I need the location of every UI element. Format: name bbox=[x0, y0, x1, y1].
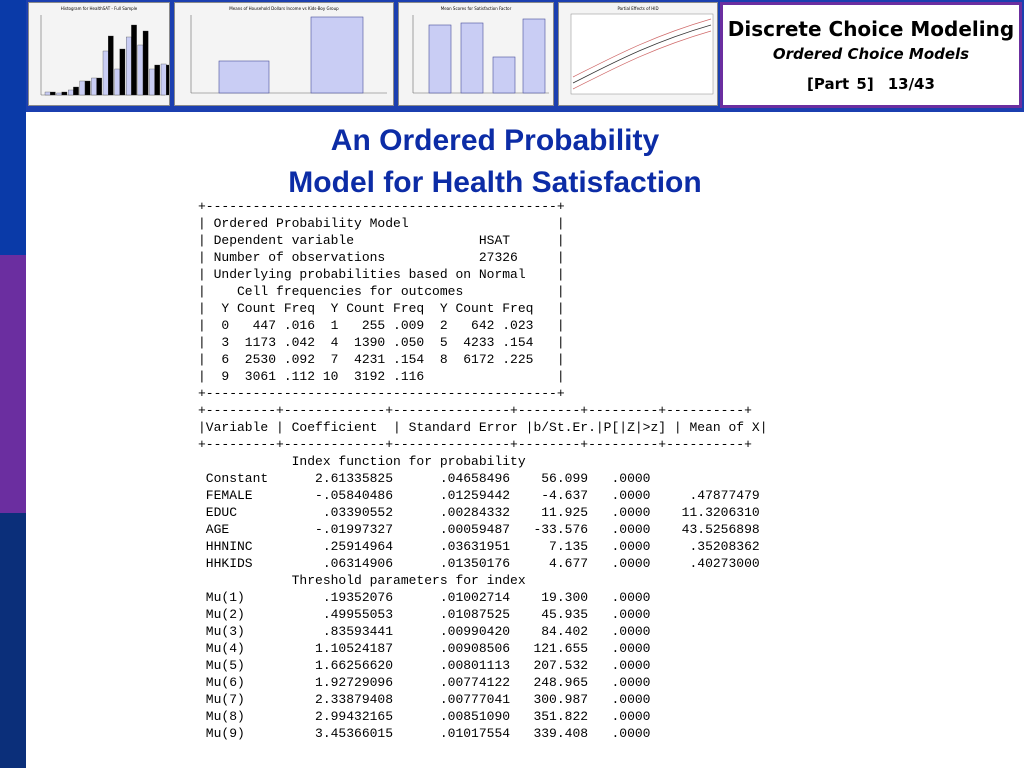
histogram-bar bbox=[120, 49, 125, 95]
histogram-bar bbox=[80, 81, 85, 95]
thumbnail-caption: Histogram for HealthSAT - Full Sample bbox=[60, 6, 138, 11]
thumbnail-histogram-chart bbox=[29, 3, 169, 105]
output-line: +---------+-------------+---------------+--------+---------+----------+ bbox=[198, 437, 752, 452]
histogram-bar bbox=[155, 65, 160, 95]
thumbnail-partial-effects bbox=[558, 2, 718, 106]
output-line: Threshold parameters for index bbox=[198, 573, 526, 588]
histogram-bar bbox=[85, 81, 90, 95]
histogram-bar bbox=[50, 92, 55, 95]
output-line: +---------+-------------+---------------+--------+---------+----------+ bbox=[198, 403, 752, 418]
histogram-bar bbox=[68, 90, 73, 95]
histogram-bar bbox=[131, 25, 136, 95]
thumbnail-caption: Partial Effects of HID bbox=[617, 6, 659, 11]
histogram-bar bbox=[103, 51, 108, 95]
output-line: Mu(8) 2.99432165 .00851090 351.822 .0000 bbox=[198, 709, 651, 724]
output-line: | Ordered Probability Model | bbox=[198, 216, 565, 231]
histogram-bar bbox=[73, 87, 78, 95]
output-line: +---------------------------------------------+ bbox=[198, 199, 565, 214]
header-thumbnails bbox=[28, 2, 718, 108]
left-stripe-blue bbox=[0, 0, 26, 255]
thumbnail-caption: Mean Scores for Satisfaction Factor bbox=[440, 6, 512, 11]
output-line: Mu(3) .83593441 .00990420 84.402 .0000 bbox=[198, 624, 651, 639]
histogram-bar bbox=[143, 31, 148, 95]
output-line: FEMALE -.05840486 .01259442 -4.637 .0000 .47877479 bbox=[198, 488, 760, 503]
thumbnail-income-chart bbox=[175, 3, 393, 105]
histogram-bar bbox=[91, 78, 96, 95]
histogram-bar bbox=[62, 92, 67, 95]
slide-title-line-2: Model for Health Satisfaction bbox=[288, 166, 702, 199]
output-line: | Number of observations 27326 | bbox=[198, 250, 565, 265]
histogram-bar bbox=[166, 65, 169, 95]
output-line: AGE -.01997327 .00059487 -33.576 .0000 43.5256898 bbox=[198, 522, 760, 537]
thumbnail-mean-scores bbox=[398, 2, 554, 106]
thumbnail-caption: Means of Household Dollars Income vs Kids-Boy Group bbox=[229, 6, 339, 11]
slide-title bbox=[200, 120, 790, 204]
output-line: EDUC .03390552 .00284332 11.925 .0000 11.3206310 bbox=[198, 505, 760, 520]
output-line: | 9 3061 .112 10 3192 .116 | bbox=[198, 369, 565, 384]
left-stripe-purple bbox=[0, 255, 26, 513]
output-line: | 0 447 .016 1 255 .009 2 642 .023 | bbox=[198, 318, 565, 333]
histogram-bar bbox=[97, 78, 102, 95]
output-line: Mu(6) 1.92729096 .00774122 248.965 .0000 bbox=[198, 675, 651, 690]
slide-number: 13/43 bbox=[887, 75, 935, 93]
output-line: Constant 2.61335825 .04658496 56.099 .0000 bbox=[198, 471, 651, 486]
output-line: Mu(2) .49955053 .01087525 45.935 .0000 bbox=[198, 607, 651, 622]
output-line: Mu(7) 2.33879408 .00777041 300.987 .0000 bbox=[198, 692, 651, 707]
thumbnail-scores-chart bbox=[399, 3, 553, 105]
histogram-bar bbox=[57, 93, 62, 95]
model-output bbox=[198, 198, 768, 742]
output-line: +---------------------------------------------+ bbox=[198, 386, 565, 401]
histogram-bar bbox=[115, 69, 120, 95]
output-line: | Cell frequencies for outcomes | bbox=[198, 284, 565, 299]
thumbnail-histogram bbox=[28, 2, 170, 106]
output-line: | 3 1173 .042 4 1390 .050 5 4233 .154 | bbox=[198, 335, 565, 350]
histogram-bar bbox=[45, 92, 50, 95]
thumbnail-effects-chart bbox=[559, 3, 717, 105]
histogram-bar bbox=[161, 64, 166, 95]
output-line: | 6 2530 .092 7 4231 .154 8 6172 .225 | bbox=[198, 352, 565, 367]
output-line: | Dependent variable HSAT | bbox=[198, 233, 565, 248]
histogram-bar bbox=[126, 37, 131, 95]
output-line: HHKIDS .06314906 .01350176 4.677 .0000 .40273000 bbox=[198, 556, 760, 571]
output-line: Mu(1) .19352076 .01002714 19.300 .0000 bbox=[198, 590, 651, 605]
thumbnail-income-means bbox=[174, 2, 394, 106]
output-line: |Variable | Coefficient | Standard Error |b/St.Er.|P[|Z|>z] | Mean of X| bbox=[198, 420, 768, 435]
histogram-bar bbox=[108, 36, 113, 95]
slide-header-box bbox=[720, 2, 1022, 108]
histogram-bar bbox=[149, 69, 154, 95]
output-line: | Y Count Freq Y Count Freq Y Count Freq | bbox=[198, 301, 565, 316]
slide-position bbox=[723, 75, 1019, 93]
histogram-bar bbox=[138, 45, 143, 95]
output-line: Index function for probability bbox=[198, 454, 526, 469]
output-line: | Underlying probabilities based on Normal | bbox=[198, 267, 565, 282]
left-stripe-navy bbox=[0, 513, 26, 768]
lecture-subtitle: Ordered Choice Models bbox=[772, 45, 970, 63]
output-line: Mu(5) 1.66256620 .00801113 207.532 .0000 bbox=[198, 658, 651, 673]
output-line: Mu(4) 1.10524187 .00908506 121.655 .0000 bbox=[198, 641, 651, 656]
course-title: Discrete Choice Modeling bbox=[727, 17, 1015, 41]
slide-title-line-1: An Ordered Probability bbox=[330, 124, 660, 157]
part-label: [Part 5] bbox=[807, 75, 874, 93]
output-line: Mu(9) 3.45366015 .01017554 339.408 .0000 bbox=[198, 726, 651, 741]
output-line: HHNINC .25914964 .03631951 7.135 .0000 .35208362 bbox=[198, 539, 760, 554]
